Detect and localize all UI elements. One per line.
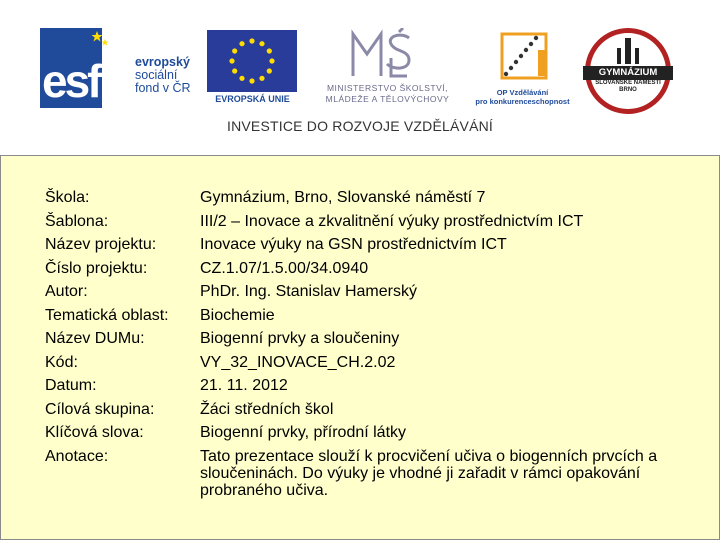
info-value: Tato prezentace slouží k procvičení učiva o biogenních prvcích a sloučeninách. Do výuky je vhodné ji zařadit v rámci opakování probraného učiva.	[200, 447, 658, 499]
info-row	[45, 421, 665, 445]
info-label: Cílová skupina:	[45, 400, 155, 418]
esf-letters: esf	[42, 55, 100, 107]
gymnazium-building-icon	[615, 36, 641, 66]
esf-line3: fond v ČR	[135, 81, 191, 95]
info-label: Autor:	[45, 283, 88, 300]
esf-line1: evropský	[135, 55, 190, 69]
info-row	[45, 233, 665, 257]
info-label: Název projektu:	[45, 236, 157, 253]
gymnazium-band: GYMNÁZIUM	[583, 66, 673, 80]
info-value: Biogenní prvky, přírodní látky	[200, 424, 407, 441]
esf-logo	[40, 28, 200, 108]
eu-stars-icon	[207, 30, 297, 92]
esf-line2: sociální	[135, 68, 178, 82]
esf-text	[135, 56, 191, 95]
info-row	[45, 257, 665, 281]
info-row	[45, 398, 665, 422]
tagline: INVESTICE DO ROZVOJE VZDĚLÁVÁNÍ	[226, 118, 494, 134]
info-value: Biogenní prvky a sloučeniny	[200, 330, 400, 347]
info-label: Kód:	[45, 353, 78, 371]
info-value: Biochemie	[200, 306, 275, 324]
info-label: Anotace:	[45, 447, 109, 465]
eu-logo	[205, 30, 300, 108]
gymnazium-logo	[585, 28, 675, 113]
header-logos	[0, 0, 720, 155]
eu-star	[269, 58, 274, 63]
info-label: Klíčová slova:	[45, 424, 144, 441]
op-line2: pro konkurenceschopnost	[475, 97, 570, 106]
info-label: Název DUMu:	[45, 330, 145, 347]
info-label: Šablona:	[45, 212, 109, 230]
msmt-monogram-icon	[347, 28, 417, 80]
msmt-logo	[305, 28, 470, 108]
eu-star	[239, 76, 244, 81]
op-logo	[470, 30, 575, 110]
info-row	[45, 445, 665, 499]
info-row	[45, 374, 665, 398]
info-value: VY_32_INOVACE_CH.2.02	[200, 353, 396, 371]
info-row	[45, 304, 665, 328]
eu-star	[229, 58, 234, 63]
gymnazium-sub2: BRNO	[619, 87, 637, 93]
info-row	[45, 186, 665, 210]
info-row	[45, 327, 665, 351]
info-row	[45, 280, 665, 304]
info-value: III/2 – Inovace a zkvalitnění výuky prostřednictvím ICT	[200, 212, 584, 230]
eu-star	[267, 48, 272, 53]
eu-caption: EVROPSKÁ UNIE	[215, 94, 290, 104]
eu-star	[249, 38, 254, 43]
esf-stars-icon	[84, 30, 110, 56]
info-value: Žáci středních škol	[200, 400, 334, 418]
op-emblem-icon	[494, 30, 554, 85]
info-label: Číslo projektu:	[45, 259, 148, 277]
info-value: 21. 11. 2012	[200, 377, 288, 394]
info-value: PhDr. Ing. Stanislav Hamerský	[200, 283, 417, 300]
info-value: Inovace výuky na GSN prostřednictvím ICT	[200, 236, 507, 253]
gymnazium-sub	[585, 80, 671, 94]
info-panel	[0, 155, 720, 540]
eu-star	[259, 76, 264, 81]
info-table	[45, 186, 665, 499]
op-line1: OP Vzdělávání	[496, 88, 549, 97]
info-label: Škola:	[45, 189, 90, 206]
info-row	[45, 210, 665, 234]
info-value: Gymnázium, Brno, Slovanské náměstí 7	[200, 189, 486, 206]
gymnazium-sub1: SLOVANSKÉ NÁMĚSTÍ	[595, 80, 661, 86]
info-label: Tematická oblast:	[45, 306, 169, 324]
eu-star	[232, 48, 237, 53]
info-label: Datum:	[45, 377, 97, 394]
eu-star	[249, 78, 254, 83]
info-row	[45, 351, 665, 375]
msmt-line1: MINISTERSTVO ŠKOLSTVÍ,	[326, 83, 449, 93]
eu-star	[259, 41, 264, 46]
msmt-line2: MLÁDEŽE A TĚLOVÝCHOVY	[325, 94, 450, 104]
info-value: CZ.1.07/1.5.00/34.0940	[200, 259, 369, 277]
eu-star	[232, 68, 237, 73]
eu-star	[239, 41, 244, 46]
eu-flag-icon	[207, 30, 297, 92]
eu-star	[267, 68, 272, 73]
